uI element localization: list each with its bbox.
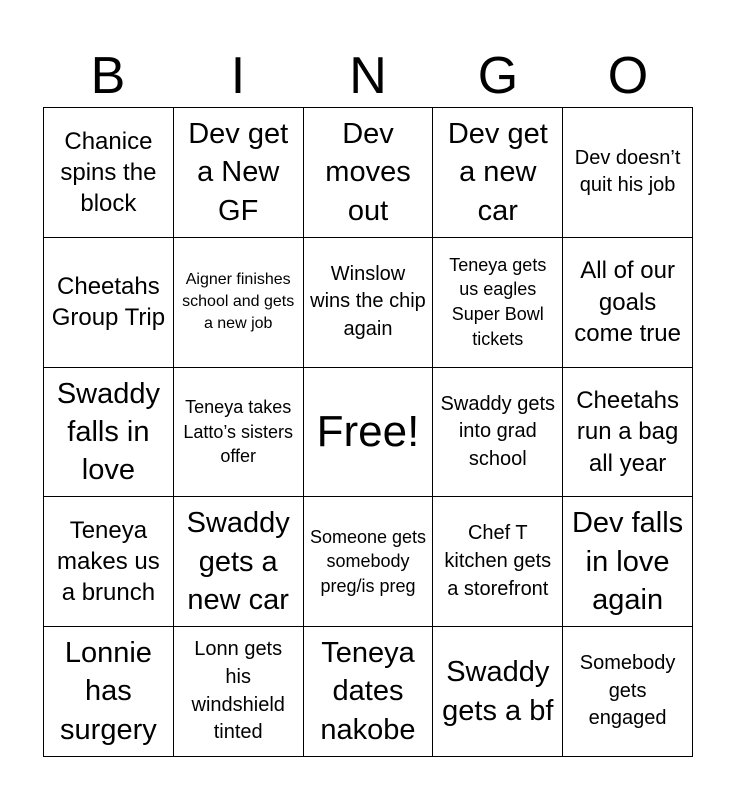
header-letter-b: B (90, 47, 126, 105)
cell-text: Dev get a New GF (188, 118, 289, 227)
bingo-cell[interactable] (44, 497, 174, 627)
bingo-cell[interactable] (563, 368, 693, 498)
bingo-cell[interactable] (563, 108, 693, 238)
bingo-cell[interactable] (563, 238, 693, 368)
cell-text: Someone gets somebody preg/is preg (309, 526, 427, 597)
cell-text: Dev get a new car (447, 118, 548, 227)
bingo-cell[interactable] (174, 238, 304, 368)
cell-text: Winslow wins the chip again (310, 262, 426, 340)
header-letter-o: O (607, 47, 649, 105)
bingo-cell[interactable] (174, 497, 304, 627)
bingo-cell[interactable] (174, 368, 304, 498)
bingo-board (43, 107, 693, 757)
bingo-cell[interactable] (304, 497, 434, 627)
cell-text: Teneya dates nakobe (320, 637, 416, 746)
header-letter-i: I (230, 47, 246, 105)
cell-text: Swaddy gets a bf (442, 656, 554, 727)
cell-text: Teneya gets us eagles Super Bowl tickets (449, 254, 547, 350)
free-space[interactable] (304, 368, 434, 498)
cell-text: Lonnie has surgery (60, 637, 157, 746)
bingo-cell[interactable] (433, 497, 563, 627)
bingo-cell[interactable] (433, 238, 563, 368)
cell-text: Chanice spins the block (60, 127, 157, 217)
bingo-cell[interactable] (44, 627, 174, 757)
cell-text: Cheetahs Group Trip (51, 273, 166, 332)
bingo-cell[interactable] (44, 108, 174, 238)
cell-text: Free! (316, 406, 420, 456)
bingo-cell[interactable] (304, 238, 434, 368)
bingo-cell[interactable] (304, 108, 434, 238)
header-letter-g: G (477, 47, 519, 105)
cell-text: Cheetahs run a bag all year (576, 387, 679, 477)
cell-text: Dev moves out (325, 118, 411, 227)
bingo-cell[interactable] (433, 627, 563, 757)
cell-text: Swaddy gets a new car (186, 507, 290, 616)
cell-text: Chef T kitchen gets a storefront (444, 522, 552, 600)
bingo-cell[interactable] (174, 627, 304, 757)
bingo-cell[interactable] (174, 108, 304, 238)
bingo-cell[interactable] (433, 108, 563, 238)
bingo-cell[interactable] (304, 627, 434, 757)
cell-text: Swaddy falls in love (56, 377, 160, 487)
bingo-cell[interactable] (433, 368, 563, 498)
cell-text: Swaddy gets into grad school (440, 392, 556, 470)
cell-text: Teneya makes us a brunch (57, 517, 160, 607)
cell-text: All of our goals come true (574, 257, 681, 347)
bingo-header (43, 44, 693, 108)
bingo-cell[interactable] (563, 627, 693, 757)
bingo-cell[interactable] (44, 238, 174, 368)
cell-text: Teneya takes Latto’s sisters offer (183, 396, 294, 467)
cell-text: Dev doesn’t quit his job (574, 146, 681, 197)
cell-text: Somebody gets engaged (579, 652, 676, 730)
header-letter-n: N (349, 47, 387, 105)
bingo-cell[interactable] (563, 497, 693, 627)
cell-text: Lonn gets his windshield tinted (191, 638, 285, 744)
bingo-cell[interactable] (44, 368, 174, 498)
cell-text: Dev falls in love again (571, 507, 684, 616)
cell-text: Aigner finishes school and gets a new job (182, 270, 295, 333)
